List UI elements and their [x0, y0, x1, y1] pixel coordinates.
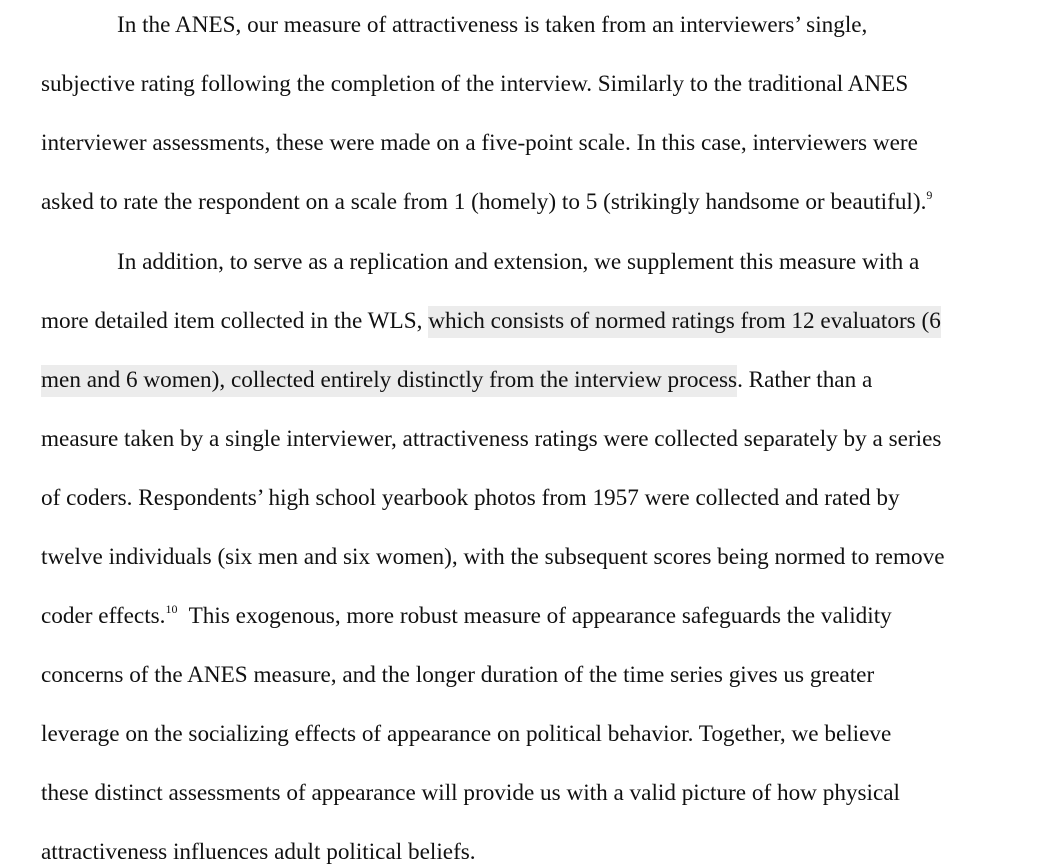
text: these distinct assessments of appearance will provide us with a valid picture of how physical — [41, 780, 901, 806]
paragraph-2-line-2 — [41, 307, 941, 335]
paragraph-2-line-3 — [41, 366, 872, 394]
highlighted-text[interactable]: which consists of normed ratings from 12 evaluators (6 — [428, 306, 941, 338]
text: This exogenous, more robust measure of appearance safeguards the validity — [177, 603, 892, 629]
text: In the ANES, our measure of attractiveness is taken from an interviewers’ single, — [117, 12, 868, 38]
paragraph-1-line-3 — [41, 129, 918, 157]
paragraph-2-line-6 — [41, 543, 945, 571]
text: coder effects. — [41, 603, 166, 629]
text: . Rather than a — [737, 367, 873, 393]
text: interviewer assessments, these were made on a five-point scale. In this case, interviewers were — [41, 130, 918, 156]
footnote-marker-10[interactable]: 10 — [165, 602, 178, 616]
paragraph-2-line-5 — [41, 484, 900, 512]
text: twelve individuals (six men and six women), with the subsequent scores being normed to remove — [41, 544, 945, 570]
paragraph-2-line-7 — [41, 602, 892, 630]
footnote-marker-9[interactable]: 9 — [926, 188, 933, 202]
paragraph-2-line-4 — [41, 425, 941, 453]
text: In addition, to serve as a replication and extension, we supplement this measure with a — [117, 249, 920, 275]
text: measure taken by a single interviewer, attractiveness ratings were collected separately by a series — [41, 426, 942, 452]
paragraph-2-line-11 — [41, 838, 476, 866]
paragraph-2-line-1 — [117, 248, 919, 276]
paragraph-2-line-10 — [41, 779, 900, 807]
text: asked to rate the respondent on a scale from 1 (homely) to 5 (strikingly handsome or beautiful). — [41, 189, 927, 215]
text: of coders. Respondents’ high school yearbook photos from 1957 were collected and rated by — [41, 485, 900, 511]
text: more detailed item collected in the WLS, — [41, 308, 429, 334]
text: leverage on the socializing effects of appearance on political behavior. Together, we believe — [41, 721, 892, 747]
paragraph-2-line-9 — [41, 720, 891, 748]
text: attractiveness influences adult political beliefs. — [41, 839, 476, 865]
paragraph-1-line-4 — [41, 188, 932, 216]
paragraph-1-line-2 — [41, 70, 908, 98]
paragraph-1-line-1 — [117, 11, 867, 39]
paragraph-2-line-8 — [41, 661, 874, 689]
text: concerns of the ANES measure, and the longer duration of the time series gives us greater — [41, 662, 875, 688]
highlighted-text[interactable]: men and 6 women), collected entirely distinctly from the interview process — [41, 365, 737, 397]
text: subjective rating following the completion of the interview. Similarly to the traditional ANES — [41, 71, 909, 97]
